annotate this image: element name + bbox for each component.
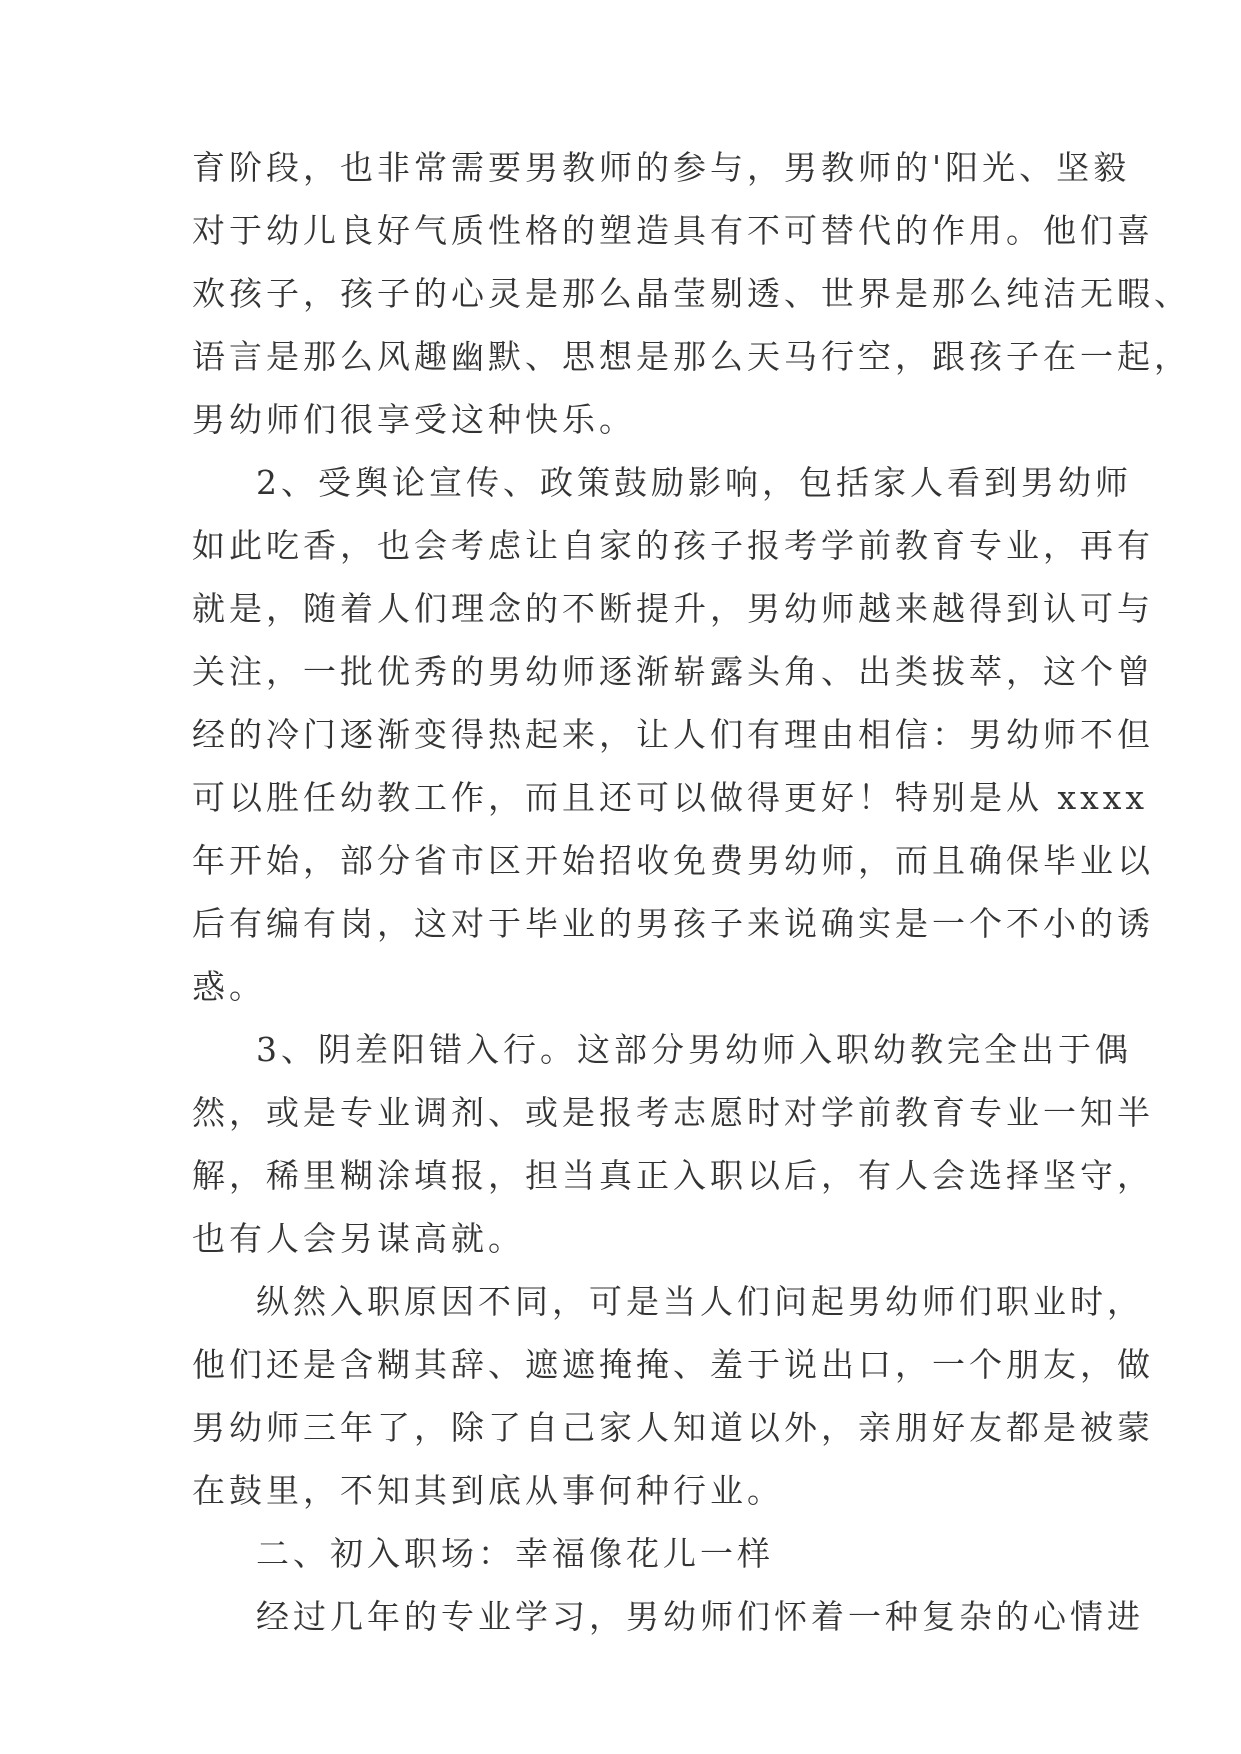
section-heading: 二、初入职场：幸福像花儿一样 — [256, 1534, 774, 1573]
text-line: 解，稀里糊涂填报，担当真正入职以后，有人会选择坚守， — [192, 1156, 1154, 1195]
text-line: 语言是那么风趣幽默、思想是那么天马行空，跟孩子在一起， — [192, 337, 1191, 376]
paragraph-start-line: 纵然入职原因不同，可是当人们问起男幼师们职业时， — [256, 1282, 1144, 1321]
text-line: 他们还是含糊其辞、遮遮掩掩、羞于说出口，一个朋友，做 — [192, 1345, 1154, 1384]
text-line: 经的冷门逐渐变得热起来，让人们有理由相信：男幼师不但 — [192, 715, 1154, 754]
text-line: 育阶段，也非常需要男教师的参与，男教师的'阳光、坚毅 — [192, 148, 1131, 187]
text-line: 后有编有岗，这对于毕业的男孩子来说确实是一个不小的诱 — [192, 904, 1154, 943]
text-line: 然，或是专业调剂、或是报考志愿时对学前教育专业一知半 — [192, 1093, 1154, 1132]
paragraph-start-line: 经过几年的专业学习，男幼师们怀着一种复杂的心情进 — [256, 1597, 1144, 1636]
text-line: 在鼓里，不知其到底从事何种行业。 — [192, 1471, 784, 1510]
text-line: 也有人会另谋高就。 — [192, 1219, 525, 1258]
text-line: 关注，一批优秀的男幼师逐渐崭露头角、出类拔萃，这个曾 — [192, 652, 1154, 691]
text-line: 男幼师三年了，除了自己家人知道以外，亲朋好友都是被蒙 — [192, 1408, 1154, 1447]
paragraph-start-line: 3、阴差阳错入行。这部分男幼师入职幼教完全出于偶 — [256, 1030, 1132, 1069]
text-line: 男幼师们很享受这种快乐。 — [192, 400, 636, 439]
text-line: 欢孩子，孩子的心灵是那么晶莹剔透、世界是那么纯洁无暇、 — [192, 274, 1191, 313]
text-line: 惑。 — [192, 967, 266, 1006]
text-line: 可以胜任幼教工作，而且还可以做得更好！特别是从 xxxx — [192, 778, 1148, 817]
text-line: 就是，随着人们理念的不断提升，男幼师越来越得到认可与 — [192, 589, 1154, 628]
text-line: 年开始，部分省市区开始招收免费男幼师，而且确保毕业以 — [192, 841, 1154, 880]
text-line: 如此吃香，也会考虑让自家的孩子报考学前教育专业，再有 — [192, 526, 1154, 565]
text-line: 对于幼儿良好气质性格的塑造具有不可替代的作用。他们喜 — [192, 211, 1154, 250]
paragraph-start-line: 2、受舆论宣传、政策鼓励影响，包括家人看到男幼师 — [256, 463, 1132, 502]
